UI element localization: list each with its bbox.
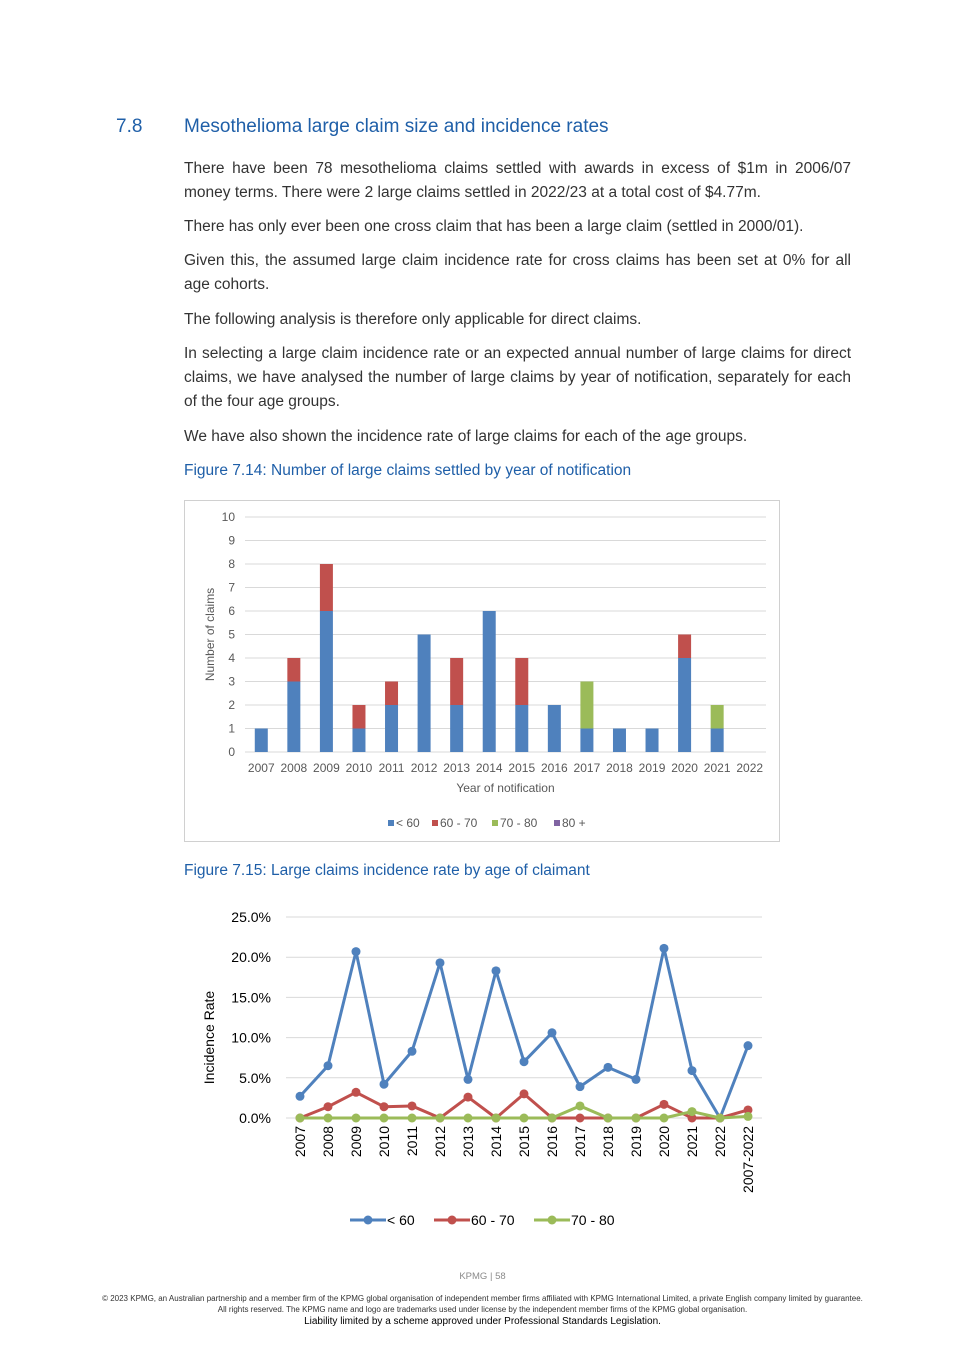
data-point <box>296 1092 305 1101</box>
legend-label: 60 - 70 <box>471 1212 515 1228</box>
legend-marker <box>548 1216 557 1225</box>
page-number: KPMG | 58 <box>459 1271 506 1282</box>
x-tick-label: 2013 <box>443 761 471 775</box>
x-tick-label: 2018 <box>606 761 633 775</box>
y-tick-label: 7 <box>228 580 235 595</box>
data-point <box>492 1114 501 1123</box>
bar-segment <box>515 658 528 705</box>
data-point <box>324 1102 333 1111</box>
data-point <box>660 1100 669 1109</box>
legend-swatch <box>492 820 498 826</box>
x-tick-label: 2012 <box>432 1126 448 1158</box>
x-tick-label: 2015 <box>516 1126 532 1158</box>
data-point <box>660 1114 669 1123</box>
x-tick-label: 2020 <box>656 1126 672 1158</box>
legend-label: 70 - 80 <box>571 1212 615 1228</box>
data-point <box>436 958 445 967</box>
x-tick-label: 2010 <box>345 761 373 775</box>
paragraph: Given this, the assumed large claim incidence rate for cross claims has been set at 0% for all age cohorts. <box>184 252 851 293</box>
bar-segment <box>580 729 593 753</box>
x-tick-label: 2020 <box>671 761 698 775</box>
bar-segment <box>320 611 333 752</box>
data-point <box>520 1089 529 1098</box>
data-point <box>408 1047 417 1056</box>
y-tick-label: 20.0% <box>231 949 271 966</box>
x-tick-label: 2012 <box>410 761 438 775</box>
bar-chart-frame <box>184 500 780 842</box>
data-point <box>380 1102 389 1111</box>
x-tick-label: 2014 <box>488 1126 504 1158</box>
bar-segment <box>450 658 463 705</box>
bar-segment <box>287 682 300 753</box>
bar-segment <box>450 705 463 752</box>
data-point <box>548 1114 557 1123</box>
x-tick-label: 2011 <box>378 761 405 775</box>
data-point <box>576 1114 585 1123</box>
data-point <box>576 1101 585 1110</box>
legend-swatch <box>388 820 394 826</box>
x-tick-label: 2019 <box>638 761 666 775</box>
x-tick-label: 2009 <box>313 761 340 775</box>
bar-segment <box>287 658 300 682</box>
bar-segment <box>548 705 561 752</box>
data-point <box>520 1114 529 1123</box>
data-point <box>716 1114 725 1123</box>
data-point <box>408 1101 417 1110</box>
y-tick-label: 2 <box>228 698 235 712</box>
x-tick-label: 2021 <box>703 761 731 775</box>
bar-segment <box>678 658 691 752</box>
bar-segment <box>580 682 593 729</box>
paragraph: The following analysis is therefore only applicable for direct claims. <box>184 311 642 328</box>
bar-segment <box>385 682 398 706</box>
x-tick-label: 2016 <box>544 1126 560 1158</box>
data-point <box>464 1114 473 1123</box>
x-tick-label: 2007-2022 <box>740 1126 756 1193</box>
y-tick-label: 10.0% <box>231 1029 271 1046</box>
y-tick-label: 9 <box>228 533 235 548</box>
data-point <box>688 1107 697 1116</box>
x-tick-label: 2019 <box>628 1126 644 1158</box>
legend-label: < 60 <box>396 816 420 830</box>
data-point <box>352 947 361 956</box>
data-point <box>380 1080 389 1089</box>
x-tick-label: 2021 <box>684 1126 700 1158</box>
data-point <box>744 1112 753 1121</box>
legend-label: < 60 <box>387 1212 415 1228</box>
x-tick-label: 2017 <box>573 761 601 775</box>
x-tick-label: 2013 <box>460 1126 476 1158</box>
bar-segment <box>255 729 268 753</box>
data-point <box>380 1114 389 1123</box>
data-point <box>632 1114 641 1123</box>
x-tick-label: 2016 <box>540 761 568 775</box>
data-point <box>352 1088 361 1097</box>
y-tick-label: 5.0% <box>239 1069 271 1086</box>
legend-marker <box>364 1216 373 1225</box>
bar-segment <box>352 729 365 753</box>
bar-segment <box>613 729 626 753</box>
liability-notice: Liability limited by a scheme approved under Professional Standards Legislation. <box>304 1316 661 1327</box>
data-point <box>688 1066 697 1075</box>
x-tick-label: 2017 <box>572 1126 588 1158</box>
paragraph: In selecting a large claim incidence rate or an expected annual number of large claims for direct claims, we have analysed the number of large claims by year of notification, separately for each of the four age groups. <box>184 345 851 410</box>
bar-segment <box>678 635 691 659</box>
x-tick-label: 2008 <box>320 1126 336 1158</box>
y-tick-label: 15.0% <box>231 989 271 1006</box>
legend-swatch <box>432 820 438 826</box>
bar-segment <box>385 705 398 752</box>
data-point <box>492 966 501 975</box>
y-tick-label: 1 <box>228 721 235 736</box>
bar-chart <box>185 501 781 843</box>
data-point <box>352 1114 361 1123</box>
y-tick-label: 25.0% <box>231 909 271 925</box>
y-tick-label: 6 <box>228 604 235 618</box>
data-point <box>520 1057 529 1066</box>
bar-segment <box>515 705 528 752</box>
x-tick-label: 2007 <box>247 761 275 775</box>
paragraph: There have been 78 mesothelioma claims settled with awards in excess of $1m in 2006/07 money terms. There were 2 large claims settled in 2022/23 at a total cost of $4.77m. <box>184 160 851 201</box>
legend-marker <box>448 1216 457 1225</box>
x-tick-label: 2018 <box>600 1126 616 1158</box>
bar-segment <box>483 611 496 752</box>
legend-swatch <box>554 820 560 826</box>
y-tick-label: 8 <box>228 557 235 571</box>
bar-segment <box>352 705 365 729</box>
legend-label: 60 - 70 <box>440 816 478 830</box>
data-point <box>660 944 669 953</box>
legend-label: 80 + <box>562 816 586 830</box>
y-tick-label: 0.0% <box>239 1110 271 1126</box>
y-tick-label: 5 <box>228 627 235 642</box>
legend-label: 70 - 80 <box>500 816 538 830</box>
data-point <box>576 1082 585 1091</box>
figure-caption: Figure 7.15: Large claims incidence rate by age of claimant <box>184 862 590 879</box>
data-point <box>296 1114 305 1123</box>
copyright-notice: © 2023 KPMG, an Australian partnership and a member firm of the KPMG global organisation of independent member firms affiliated with KPMG International Limited, a private English company limited by guarantee. All rights reserved. The KPMG name and logo are trademarks used under license by the independent member firms of the KPMG global organisation. <box>102 1294 863 1314</box>
section-title: Mesothelioma large claim size and incidence rates <box>184 116 609 137</box>
data-point <box>604 1114 613 1123</box>
x-tick-label: 2011 <box>404 1126 420 1157</box>
line-chart <box>184 895 784 1240</box>
x-tick-label: 2010 <box>376 1126 392 1158</box>
data-point <box>464 1093 473 1102</box>
y-axis-title: Incidence Rate <box>201 990 217 1085</box>
y-tick-label: 0 <box>228 745 235 759</box>
section-number: 7.8 <box>116 116 143 137</box>
x-tick-label: 2008 <box>280 761 308 775</box>
bar-segment <box>646 729 659 753</box>
data-point <box>548 1028 557 1037</box>
bar-segment <box>320 564 333 611</box>
x-axis-title: Year of notification <box>456 781 555 795</box>
bar-segment <box>418 635 431 753</box>
data-point <box>436 1114 445 1123</box>
data-point <box>464 1075 473 1084</box>
y-axis-title: Number of claims <box>203 587 217 682</box>
data-point <box>324 1061 333 1070</box>
x-tick-label: 2009 <box>348 1126 364 1158</box>
x-tick-label: 2022 <box>736 761 764 775</box>
x-tick-label: 2014 <box>475 761 503 775</box>
data-point <box>324 1114 333 1123</box>
data-point <box>408 1114 417 1123</box>
data-point <box>744 1041 753 1050</box>
data-point <box>604 1063 613 1072</box>
bar-segment <box>711 729 724 753</box>
paragraph: There has only ever been one cross claim that has been a large claim (settled in 2000/01). <box>184 218 804 235</box>
paragraph: We have also shown the incidence rate of large claims for each of the age groups. <box>184 428 748 445</box>
x-tick-label: 2015 <box>508 761 536 775</box>
y-tick-label: 10 <box>221 510 235 524</box>
y-tick-label: 4 <box>228 651 235 665</box>
y-tick-label: 3 <box>228 674 235 689</box>
bar-segment <box>711 705 724 729</box>
x-tick-label: 2007 <box>292 1126 308 1158</box>
figure-caption: Figure 7.14: Number of large claims settled by year of notification <box>184 462 632 479</box>
x-tick-label: 2022 <box>712 1126 728 1158</box>
data-point <box>632 1075 641 1084</box>
